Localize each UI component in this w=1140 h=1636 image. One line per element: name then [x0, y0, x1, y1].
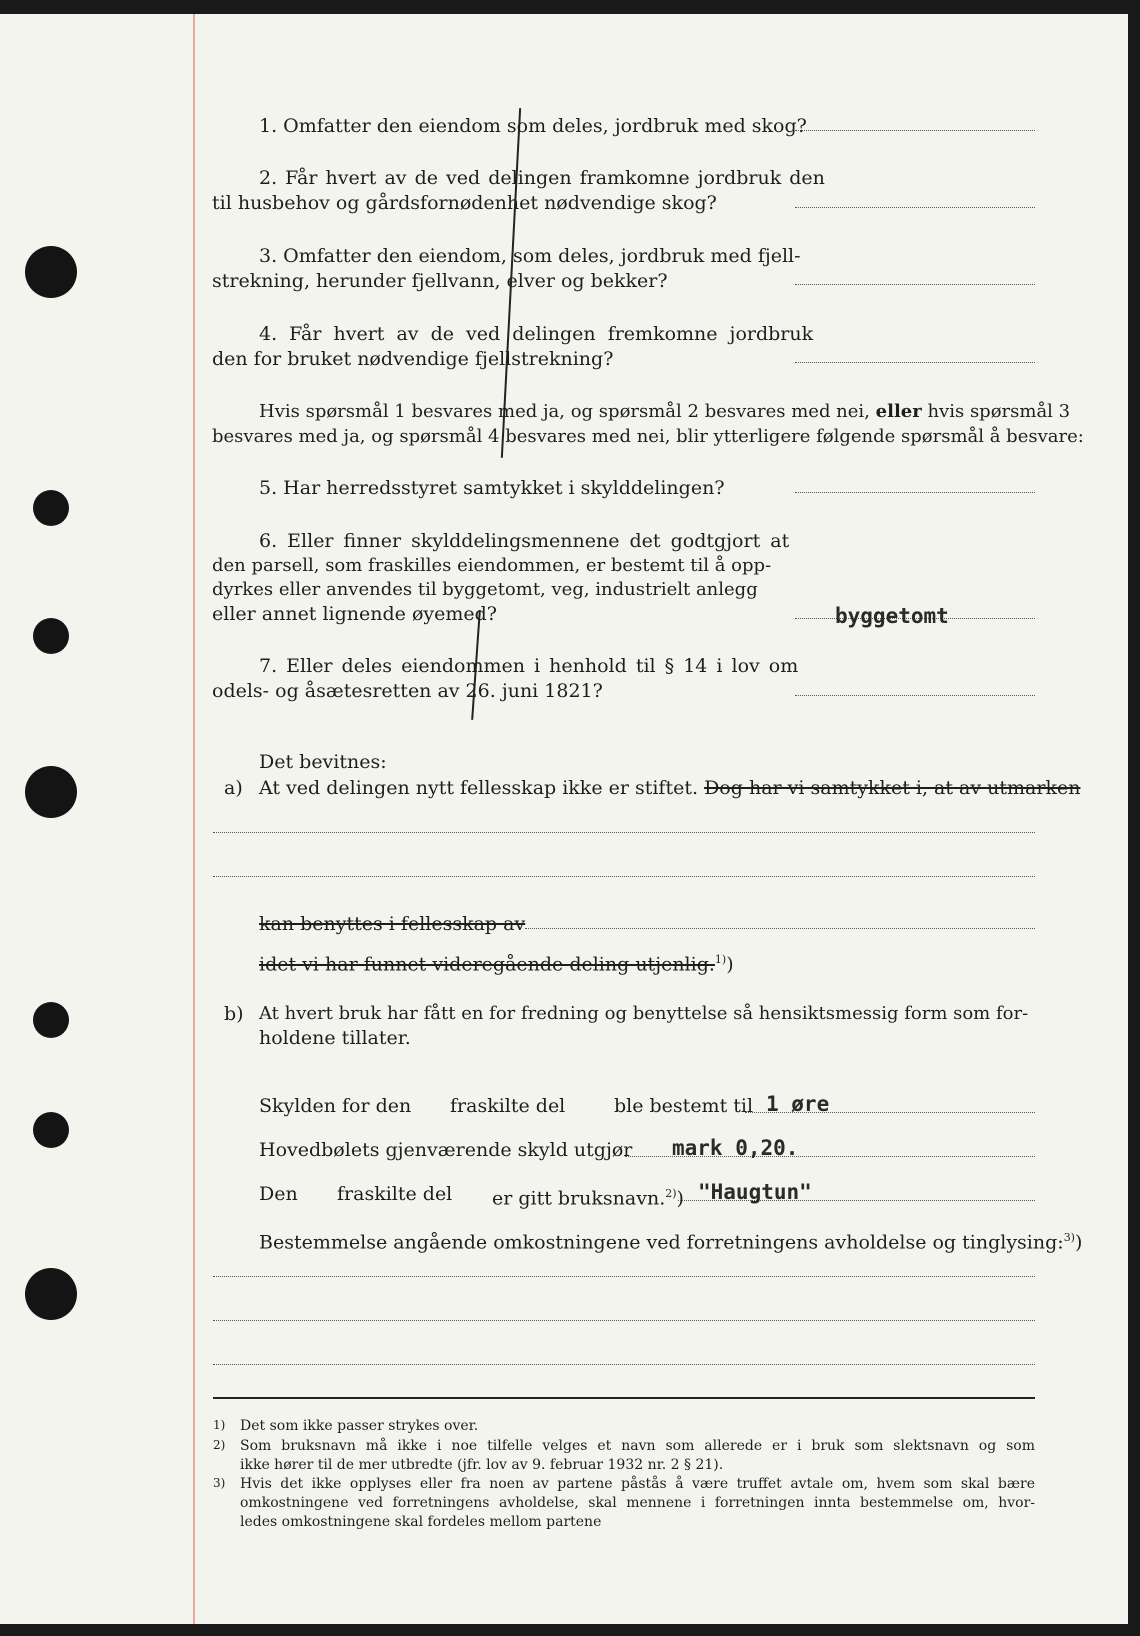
question-4-line-2: den for bruket nødvendige fjellstrekning? — [212, 348, 614, 370]
footnote-rule — [213, 1397, 1035, 1399]
skyld-value: 1 øre — [766, 1092, 830, 1116]
question-6-line-2: den parsell, som fraskilles eiendommen, er bestemt til å opp- — [212, 555, 772, 576]
blank-line — [525, 928, 1035, 929]
blank-line — [213, 832, 1035, 833]
footnote-3-line-1: Hvis det ikke opplyses eller fra noen av partene påstås å være truffet avtale om, hvem som skal bære — [240, 1476, 1035, 1492]
punch-hole — [33, 1002, 69, 1038]
hoved-label: Hovedbølets gjenværende skyld utgjør — [259, 1139, 633, 1161]
testify-a-struck-3: idet vi har funnet videregående deling utjenlig. — [259, 953, 715, 976]
punch-hole — [25, 1268, 77, 1320]
punch-hole — [25, 766, 77, 818]
punch-hole — [33, 490, 69, 526]
footnote-3-line-2: omkostningene ved forretningens avholdelse, skal mennene i forretningen innta bestemmelse om, hvor- — [240, 1495, 1035, 1511]
question-3-line-1: 3. Omfatter den eiendom, som deles, jordbruk med fjell- — [259, 245, 801, 267]
footnote-ref: 3) — [1063, 1231, 1075, 1244]
testify-b-label: b) — [224, 1003, 244, 1025]
testify-a-struck-3-line: idet vi har funnet videregående deling utjenlig.$^{1)}$) — [259, 953, 734, 976]
question-1: 1. Omfatter den eiendom som deles, jordbruk med skog? — [259, 115, 807, 137]
punch-hole — [33, 1112, 69, 1148]
answer-line-7 — [795, 695, 1035, 696]
bestemmelse-label: Bestemmelse angående omkostningene ved forretningens avholdelse og tinglysing: — [259, 1231, 1064, 1254]
skyld-label-2: fraskilte del — [450, 1095, 566, 1117]
blank-line — [213, 876, 1035, 877]
testify-a-label: a) — [224, 777, 243, 799]
footnote-3-line-3: ledes omkostningene skal fordeles mellom partene — [240, 1514, 602, 1530]
question-6-line-1: 6. Eller finner skylddelingsmennene det godtgjort at — [259, 530, 790, 552]
document-page — [0, 14, 1128, 1624]
testify-a-line — [259, 776, 1080, 800]
testify-heading: Det bevitnes: — [259, 751, 387, 773]
skyld-label-3: ble bestemt til — [614, 1095, 754, 1117]
condition-line-2: besvares med ja, og spørsmål 4 besvares med nei, blir ytterligere følgende spørsmål å besvare: — [212, 426, 1084, 447]
condition-text-eller: eller — [875, 401, 922, 422]
navn-label-1: Den — [259, 1183, 298, 1205]
footnote-2-line-2: ikke hører til de mer utbredte (jfr. lov av 9. februar 1932 nr. 2 § 21). — [240, 1457, 724, 1473]
skyld-label-1: Skylden for den — [259, 1095, 412, 1117]
condition-text-a: Hvis spørsmål 1 besvares med ja, og spørsmål 2 besvares med nei, — [259, 401, 870, 422]
testify-b-line-2: holdene tillater. — [259, 1027, 411, 1049]
footnote-2-line-1: Som bruksnavn må ikke i noe tilfelle velges et navn som allerede er i bruk som slektsnavn og som — [240, 1438, 1035, 1454]
footnote-1: Det som ikke passer strykes over. — [240, 1418, 479, 1434]
bestemmelse-line: Bestemmelse angående omkostningene ved forretningens avholdelse og tinglysing:$^{3)}$) — [259, 1231, 1083, 1254]
question-5: 5. Har herredsstyret samtykket i skylddelingen? — [259, 477, 725, 499]
answer-6-value: byggetomt — [835, 604, 949, 628]
footnote-ref: 2) — [665, 1187, 677, 1200]
margin-line — [193, 14, 195, 1624]
navn-value: "Haugtun" — [698, 1180, 812, 1204]
footnote-3-mark: 3) — [213, 1476, 226, 1490]
question-3-line-2: strekning, herunder fjellvann, elver og bekker? — [212, 270, 668, 292]
navn-label-3-line: er gitt bruksnavn.$^{2)}$) — [492, 1187, 684, 1210]
punch-hole — [25, 246, 77, 298]
navn-label-3: er gitt bruksnavn. — [492, 1187, 666, 1210]
answer-line-2 — [795, 207, 1035, 208]
question-7-line-1: 7. Eller deles eiendommen i henhold til § 14 i lov om — [259, 655, 799, 677]
condition-line-1 — [259, 400, 1070, 424]
answer-line-1 — [795, 130, 1035, 131]
footnote-1-mark: 1) — [213, 1418, 226, 1432]
footnote-2-mark: 2) — [213, 1438, 226, 1452]
navn-label-2: fraskilte del — [337, 1183, 453, 1205]
testify-a-struck: Dog har vi samtykket i, at av utmarken — [704, 777, 1081, 799]
question-6-line-3: dyrkes eller anvendes til byggetomt, veg, industrielt anlegg — [212, 579, 758, 600]
question-4-line-1: 4. Får hvert av de ved delingen fremkomne jordbruk — [259, 323, 814, 345]
answer-line-5 — [795, 492, 1035, 493]
answer-line-4 — [795, 362, 1035, 363]
footnote-ref: 1) — [714, 953, 727, 966]
hoved-value: mark 0,20. — [672, 1136, 799, 1160]
question-2-line-2: til husbehov og gårdsfornødenhet nødvendige skog? — [212, 192, 717, 214]
testify-b-line-1: At hvert bruk har fått en for fredning og benyttelse så hensiktsmessig form som for- — [259, 1003, 1029, 1024]
blank-line — [213, 1364, 1035, 1365]
testify-a-text: At ved delingen nytt fellesskap ikke er stiftet. — [259, 777, 699, 799]
question-6-line-4: eller annet lignende øyemed? — [212, 603, 497, 625]
answer-line-3 — [795, 284, 1035, 285]
question-7-line-2: odels- og åsætesretten av 26. juni 1821? — [212, 680, 603, 702]
condition-text-c: hvis spørsmål 3 — [927, 401, 1071, 422]
testify-a-struck-2: kan benyttes i fellesskap av — [259, 913, 526, 935]
blank-line — [213, 1276, 1035, 1277]
punch-hole — [33, 618, 69, 654]
question-2-line-1: 2. Får hvert av de ved delingen framkomne jordbruk den — [259, 167, 825, 189]
blank-line — [213, 1320, 1035, 1321]
